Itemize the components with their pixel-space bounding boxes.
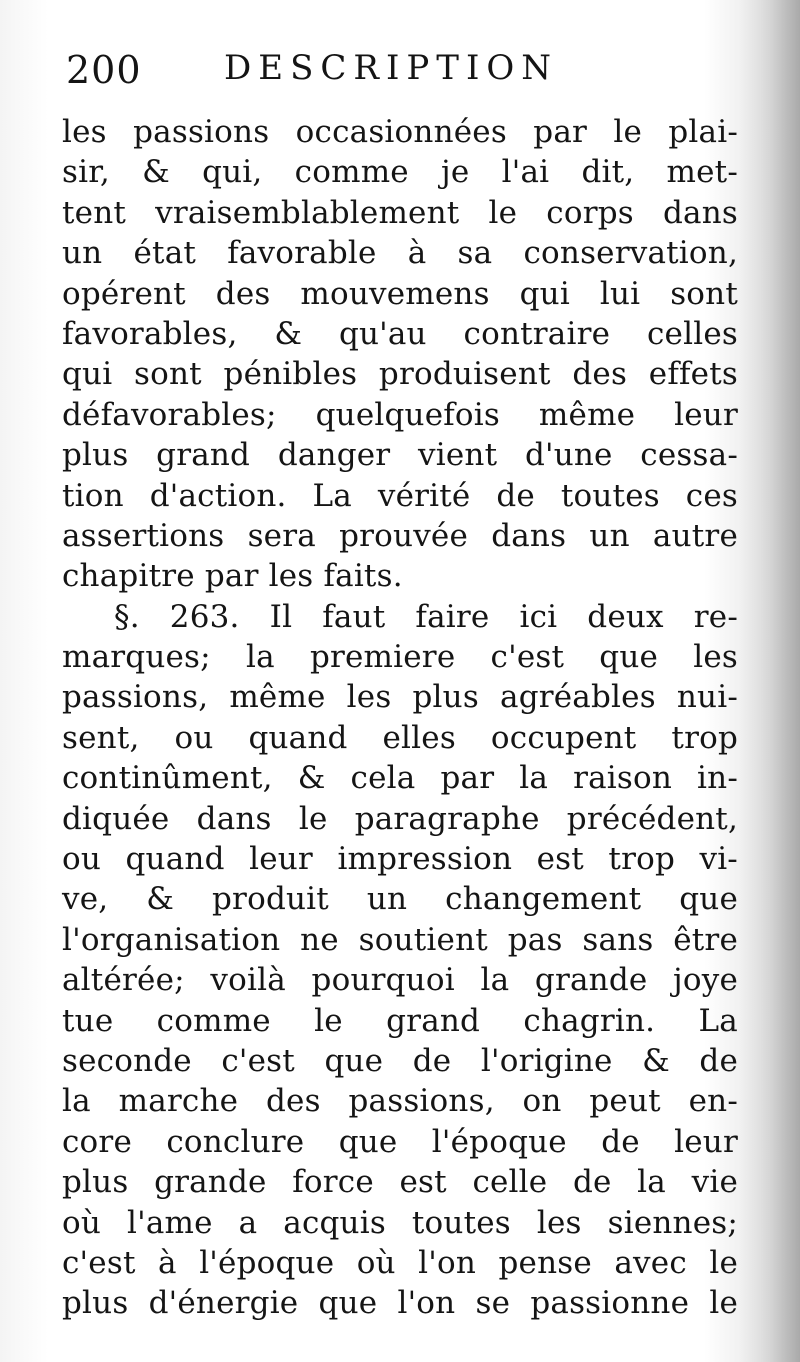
text-line-paragraph-end: chapitre par les faits. [62,558,403,595]
page-number: 200 [66,48,142,92]
text-line: continûment, & cela par la raison in- [62,760,738,797]
text-line: c'est à l'époque où l'on pense avec le [62,1244,738,1281]
text-line: tion d'action. La vérité de toutes ces [62,477,738,514]
text-line: plus grande force est celle de la vie [62,1164,738,1201]
text-line: la marche des passions, on peut en- [62,1083,738,1120]
text-line: favorables, & qu'au contraire celles [62,315,738,352]
text-line: diquée dans le paragraphe précédent, [62,800,738,837]
page-header [58,40,758,100]
text-line: altérée; voilà pourquoi la grande joye [62,962,738,999]
text-line: tent vraisemblablement le corps dans [62,194,738,231]
text-line: plus d'énergie que l'on se passionne le [62,1285,738,1322]
text-line: opérent des mouvemens qui lui sont [62,275,738,312]
text-line: ou quand leur impression est trop vi- [62,841,738,878]
text-line: sent, ou quand elles occupent trop [62,719,738,756]
text-line: tue comme le grand chagrin. La [62,1002,738,1039]
text-line: seconde c'est que de l'origine & de [62,1042,738,1079]
text-line: marques; la premiere c'est que les [62,639,738,676]
text-line: plus grand danger vient d'une cessa- [62,437,738,474]
running-head: DESCRIPTION [224,48,559,88]
text-line: qui sont pénibles produisent des effets [62,356,738,393]
text-line: les passions occasionnées par le plai- [62,114,738,150]
text-line: l'organisation ne soutient pas sans être [62,921,738,958]
text-line: sir, & qui, comme je l'ai dit, met- [62,154,738,191]
text-line: où l'ame a acquis toutes les siennes; [62,1204,738,1241]
text-line: un état favorable à sa conservation, [62,235,738,272]
text-line: défavorables; quelquefois même leur [62,396,738,433]
text-line: core conclure que l'époque de leur [62,1123,738,1160]
text-line-section-start: §. 263. Il faut faire ici deux re- [114,598,738,635]
text-line: passions, même les plus agréables nui- [62,679,738,716]
text-line: assertions sera prouvée dans un autre [62,517,738,554]
body-text [62,112,738,1324]
page-gutter-shadow [740,0,800,1362]
text-line: ve, & produit un changement que [62,881,738,918]
